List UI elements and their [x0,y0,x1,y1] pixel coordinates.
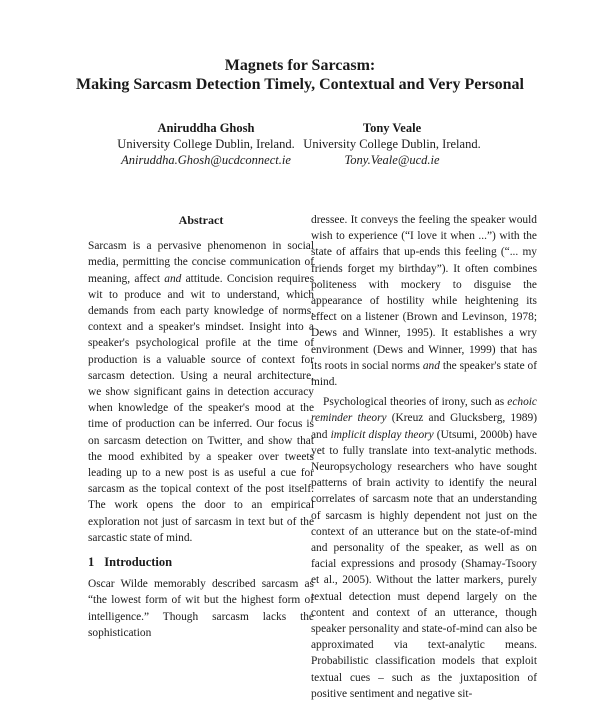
body-paragraph-2: Psychological theories of irony, such as echoic reminder theory (Kreuz and Glucksberg, 1989) and implicit display theory (Utsumi, 2000b) have yet to fully translate into text-analytic methods. Neuropsychology researchers who have sought patterns of brain activity to identify the neural correlates of sarcasm note that an understanding of sarcasm is highly dependent not just on the context of an utterance but on the state-of-mind and personality of the speaker, as well as on facial expressions and prosody (Shamay-Tsoory et al., 2005). Without the latter markers, purely textual detection must depend largely on the content and context of an utterance, though speaker personality and state-of-mind can also be approximated via text-analytic means. Probabilistic classification models that exploit textual cues – such as the juxtaposition of positive sentiment and negative sit- [311,396,538,700]
intro-paragraph: Oscar Wilde memorably described sarcasm as “the lowest form of wit but the highest form of intelligence.” Though sarcasm lacks the sophistication [88,578,314,639]
section-title: Introduction [104,555,173,570]
author-email: Tony.Veale@ucd.ie [344,153,440,167]
author-block-1 [88,120,324,168]
author-name: Tony Veale [362,121,422,135]
author-block-2 [302,120,482,168]
section-number: 1 [88,555,95,570]
left-column [88,212,314,641]
author-name: Aniruddha Ghosh [157,121,255,135]
right-column [311,212,537,702]
abstract-heading: Abstract [178,213,224,227]
section-heading-introduction [88,554,314,570]
title-line-2: Making Sarcasm Detection Timely, Contextual and Very Personal [76,76,524,93]
abstract-text: Sarcasm is a pervasive phenomenon in social media, permitting the concise communication of meaning, affect and attitude. Concision requires wit to produce and wit to understand, which demands from each party knowledge of norms, context and a speaker's mindset. Insight into a speaker's psychological profile at the time of production is a valuable source of context for sarcasm detection. Using a neural architecture, we show significant gains in detection accuracy when knowledge of the speaker's mood at the time of production can be inferred. Our focus is on sarcasm detection on Twitter, and show that the mood exhibited by a speaker over tweets leading up to a new post is as useful a cue for sarcasm as the topical context of the post itself. The work opens the door to an empirical exploration not just of sarcasm in text but of the sarcastic state of mind. [88,240,314,544]
author-email: Aniruddha.Ghosh@ucdconnect.ie [121,153,291,167]
paper-title [0,56,600,94]
author-affiliation: University College Dublin, Ireland. [303,137,481,151]
body-paragraph-1: dressee. It conveys the feeling the speaker would wish to experience (“I love it when ...”) with the state of affairs that up-ends this feeling (“... my friends forget my birthday”). It often combines politeness with mockery to disguise the appearance of hostility while heightening its effect on a listener (Brown and Levinson, 1978; Dews and Winner, 1995). It establishes a wry environment (Dews and Winner, 1999) that has its roots in social norms and the speaker's state of mind. [311,214,537,389]
title-line-1: Magnets for Sarcasm: [224,57,376,74]
author-affiliation: University College Dublin, Ireland. [117,137,295,151]
